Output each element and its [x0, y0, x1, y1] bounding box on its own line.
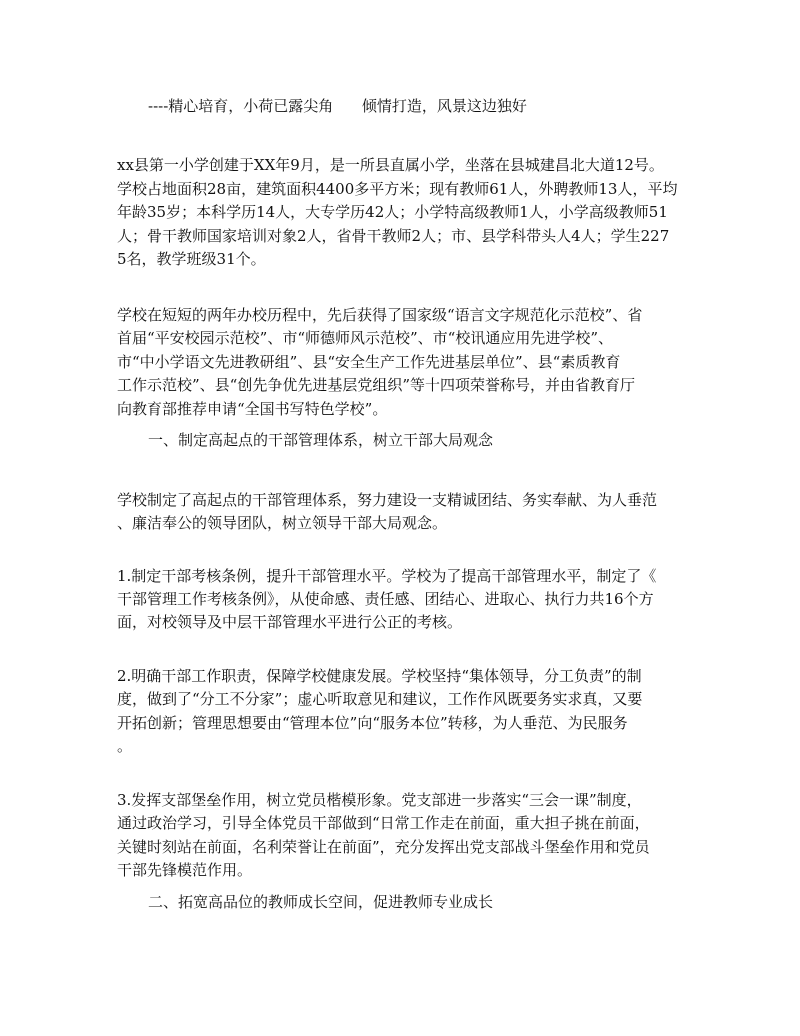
intro-line-1: xx县第一小学创建于XX年9月，是一所县直属小学，坐落在县城建昌北大道12号。 — [117, 156, 664, 174]
item3-line-2: 通过政治学习，引导全体党员干部做到“日常工作走在前面，重大担子挑在前面， — [117, 814, 650, 832]
section-heading-1: 一、制定高起点的干部管理体系，树立干部大局观念 — [148, 431, 494, 449]
intro-line-3: 年龄35岁；本科学历14人，大专学历42人；小学特高级教师1人，小学高级教师51 — [117, 203, 668, 221]
item1-line-2: 干部管理工作考核条例》，从使命感、责任感、团结心、进取心、执行力共16个方 — [117, 590, 654, 608]
honors-line-5: 向教育部推荐申请“全国书写特色学校”。 — [117, 400, 388, 418]
item3-line-1: 3.发挥支部堡垒作用，树立党员楷模形象。党支部进一步落实“三会一课”制度， — [117, 791, 642, 809]
item2-line-4: 。 — [117, 737, 133, 755]
intro-line-2: 学校占地面积28亩，建筑面积4400多平方米；现有教师61人，外聘教师13人，平均 — [117, 180, 678, 198]
intro-line-4: 人；骨干教师国家培训对象2人，省骨干教师2人；市、县学科带头人4人；学生227 — [117, 227, 670, 245]
system-line-1: 学校制定了高起点的干部管理体系，努力建设一支精诚团结、务实奉献、为人垂范 — [117, 491, 658, 509]
honors-line-4: 工作示范校”、县“创先争优先进基层党组织”等十四项荣誉称号，并由省教育厅 — [117, 376, 636, 394]
system-line-2: 、廉洁奉公的领导团队，树立领导干部大局观念。 — [117, 514, 448, 532]
honors-line-1: 学校在短短的两年办校历程中，先后获得了国家级“语言文字规范化示范校”、省 — [117, 306, 643, 324]
intro-line-5: 5名，教学班级31个。 — [117, 250, 266, 268]
document-subtitle: ----精心培育，小荷已露尖角 倾情打造，风景这边独好 — [148, 97, 527, 115]
item2-line-2: 度，做到了“分工不分家”；虚心听取意见和建议，工作作风既要务实求真，又要 — [117, 690, 643, 708]
item2-line-1: 2.明确干部工作职责，保障学校健康发展。学校坚持“集体领导，分工负责”的制 — [117, 667, 642, 685]
honors-line-3: 市“中小学语文先进教研组”、县“安全生产工作先进基层单位”、县“素质教育 — [117, 353, 621, 371]
section-heading-2: 二、拓宽高品位的教师成长空间，促进教师专业成长 — [148, 893, 494, 911]
item2-line-3: 开拓创新；管理思想要由“管理本位”向“服务本位”转移，为人垂范、为民服务 — [117, 714, 628, 732]
item3-line-3: 关键时刻站在前面，名利荣誉让在前面”，充分发挥出党支部战斗堡垒作用和党员 — [117, 838, 650, 856]
item1-line-1: 1.制定干部考核条例，提升干部管理水平。学校为了提高干部管理水平，制定了《 — [117, 567, 657, 585]
item1-line-3: 面，对校领导及中层干部管理水平进行公正的考核。 — [117, 613, 463, 631]
item3-line-4: 干部先锋模范作用。 — [117, 861, 253, 879]
honors-line-2: 首届“平安校园示范校”、市“师德师风示范校”、市“校讯通应用先进学校”、 — [117, 329, 614, 347]
